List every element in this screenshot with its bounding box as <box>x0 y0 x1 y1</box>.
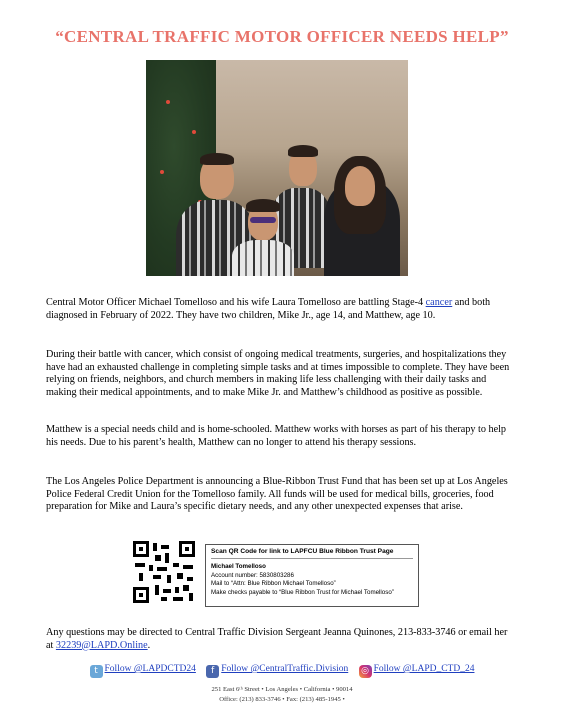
instagram-link[interactable]: Follow @LAPD_CTD_24 <box>373 664 475 674</box>
account-holder-name: Michael Tomelloso <box>211 563 266 571</box>
twitter-link[interactable]: Follow @LAPDCTD24 <box>104 664 196 674</box>
paragraph-diagnosis: Central Motor Officer Michael Tomelloso and his wife Laura Tomelloso are battling Stage-4 cancer and both diagnosed in February of 2022. They have two children, Mike Jr., age 14, and Matthew, age 10. <box>46 297 491 321</box>
trust-info-box <box>205 544 419 607</box>
qr-code[interactable] <box>133 541 195 603</box>
paragraph-battle: During their battle with cancer, which consist of ongoing medical treatments, surgeries, and hospitalizations they have had an exhausted challenge in completing simple tasks and at times impossible to complete. They have been relying on friends, neighbors, and church members in making life less challenging with their daily tasks and making their medical appointments, and to make Mike Jr. and Matthew’s childhood as positive as possible. <box>46 349 510 398</box>
page-title: “CENTRAL TRAFFIC MOTOR OFFICER NEEDS HELP” <box>55 27 509 46</box>
facebook-icon: f <box>206 665 219 678</box>
street-address: 251 East 6ᵗʰ Street • Los Angeles • California • 90014 <box>211 686 353 693</box>
check-instructions: Make checks payable to “Blue Ribbon Trust for Michael Tomelloso” <box>211 588 394 596</box>
cancer-link[interactable]: cancer <box>425 297 453 308</box>
twitter-icon: t <box>90 665 103 678</box>
trust-info-header: Scan QR Code for link to LAPFCU Blue Ribbon Trust Page <box>211 548 413 559</box>
instagram-icon: ◎ <box>359 665 372 678</box>
social-links <box>0 664 564 678</box>
email-link[interactable]: 32239@LAPD.Online <box>55 639 148 651</box>
account-number: Account number: 5830803286 <box>211 571 294 579</box>
paragraph-trust-fund: The Los Angeles Police Department is announcing a Blue-Ribbon Trust Fund that has been set up at Los Angeles Police Federal Credit Union for the Tomelloso family. All funds will be used for medical bills, groceries, food preparation for Mike and Laura’s specific dietary needs, and any other unexpected expenses that arise. <box>46 476 508 513</box>
mail-instructions: Mail to “Attn: Blue Ribbon Michael Tomelloso” <box>211 580 336 588</box>
family-photo <box>146 60 408 276</box>
facebook-link[interactable]: Follow @CentralTraffic.Division <box>221 664 349 674</box>
phone-fax: Office: (213) 833-3746 • Fax: (213) 485-1945 • <box>219 696 345 703</box>
paragraph-matthew: Matthew is a special needs child and is home-schooled. Matthew works with horses as part of his therapy to help his needs. Due to his parent’s health, Matthew can no longer to attend his therapy sessions. <box>46 424 507 448</box>
address-block <box>0 685 564 705</box>
paragraph-contact: Any questions may be directed to Central Traffic Division Sergeant Jeanna Quinones, 213-833-3746 or email her at 32239@LAPD.Online. <box>46 627 508 651</box>
